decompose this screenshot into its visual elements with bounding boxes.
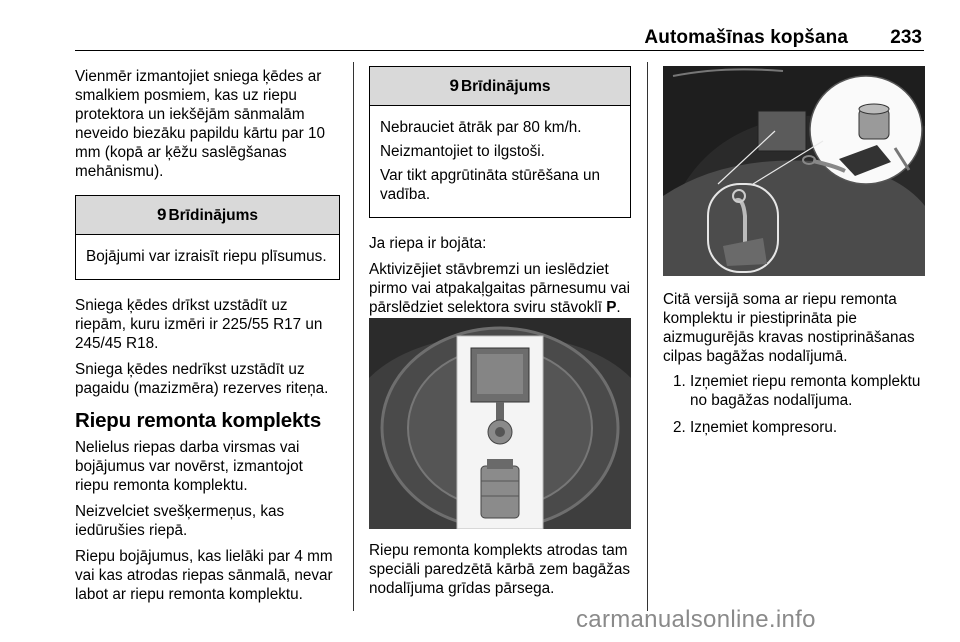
steps-list	[663, 372, 925, 437]
warning-box	[369, 66, 631, 218]
warning-line: Var tikt apgrūtināta stūrēšana un vadība.	[380, 167, 600, 203]
kit-paragraph-3: Riepu bojājumus, kas lielāki par 4 mm vai kas atrodas riepas sānmalā, nevar labot ar riepu remonta komplektu.	[75, 548, 333, 603]
warning-heading: Brīdinājums	[168, 207, 259, 224]
kit-paragraph-1: Nelielus riepas darba virsmas vai bojājumus var novērst, izmantojot riepu remonta komplektu.	[75, 439, 303, 494]
spare-paragraph: Sniega ķēdes nedrīkst uzstādīt uz pagaidu (mazizmēra) rezerves riteņa.	[75, 361, 329, 397]
step-number: 2.	[673, 419, 686, 436]
watermark: carmanualsonline.info	[576, 606, 816, 633]
step-text: Izņemiet kompresoru.	[690, 419, 838, 436]
column-3	[663, 290, 925, 445]
damaged-paragraph: Ja riepa ir bojāta:	[369, 235, 487, 252]
trunk-kit-image	[663, 66, 925, 276]
warning-line: Neizmantojiet to ilgstoši.	[380, 143, 545, 160]
sizes-paragraph: Sniega ķēdes drīkst uzstādīt uz riepām, kuru izmēri ir 225/55 R17 un 245/45 R18.	[75, 297, 323, 352]
brake-paragraph	[369, 260, 631, 317]
gear-p-label: P	[606, 299, 617, 316]
warning-heading: Brīdinājums	[460, 78, 551, 95]
header-rule	[75, 50, 924, 51]
warning-body	[76, 235, 339, 279]
version-paragraph: Citā versijā soma ar riepu remonta komplektu ir piestiprināta pie aizmugurējās kravas nostiprināšanas cilpas bagāžas nodalījumā.	[663, 291, 915, 365]
warning-line: Nebrauciet ātrāk par 80 km/h.	[380, 119, 582, 136]
warning-body	[370, 106, 630, 217]
column-1	[75, 67, 340, 611]
section-title: Riepu remonta komplekts	[75, 409, 322, 432]
brake-text-end: .	[616, 299, 621, 316]
list-item	[663, 418, 925, 437]
figure-caption: Riepu remonta komplekts atrodas tam speciāli paredzētā kārbā zem bagāžas nodalījuma grīdas pārsega.	[369, 542, 631, 597]
page-number: 233	[890, 27, 922, 48]
warning-icon: 9	[449, 76, 459, 95]
warning-icon: 9	[156, 205, 167, 224]
step-number: 1.	[673, 373, 686, 390]
warning-box	[75, 195, 340, 280]
page-header-title: Automašīnas kopšana	[644, 27, 848, 48]
warning-header	[370, 67, 630, 106]
spare-well-kit-image	[369, 318, 631, 529]
brake-text: Aktivizējiet stāvbremzi un ieslēdziet pirmo vai atpakaļgaitas pārnesumu vai pārslēdziet selektora sviru stāvoklī	[369, 261, 631, 316]
warning-header	[76, 196, 339, 235]
column-divider-1	[353, 62, 354, 611]
column-2	[369, 66, 631, 324]
step-text: Izņemiet riepu remonta komplektu no bagāžas nodalījuma.	[690, 373, 921, 409]
column-divider-2	[647, 62, 648, 611]
warning-text: Bojājumi var izraisīt riepu plīsumus.	[86, 248, 327, 265]
kit-paragraph-2: Neizvelciet svešķermeņus, kas iedūrušies riepā.	[75, 503, 285, 539]
list-item	[663, 372, 925, 410]
column-2-caption	[369, 541, 631, 605]
intro-paragraph: Vienmēr izmantojiet sniega ķēdes ar smalkiem posmiem, kas uz riepu protektora un iekšējām sānmalām neveido biezāku papildu kārtu par 10 mm (kopā ar ķēžu saslēgšanas mehānismu).	[75, 68, 326, 180]
